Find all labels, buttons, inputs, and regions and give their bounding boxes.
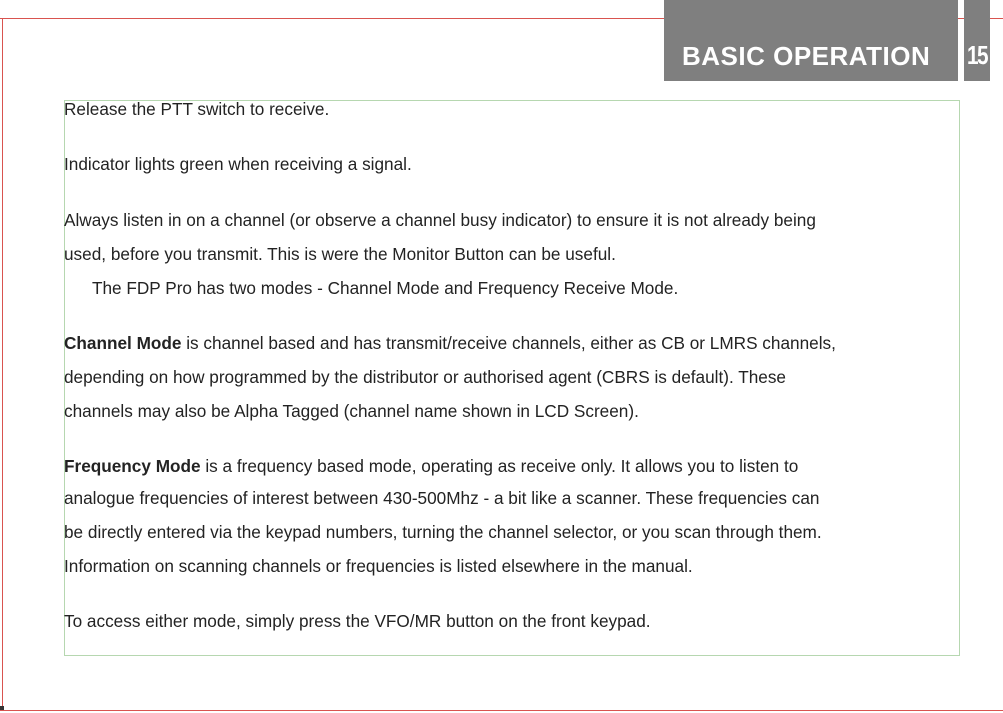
left-border-line <box>2 18 3 710</box>
channel-mode-term: Channel Mode <box>64 333 182 353</box>
paragraph-modes-intro: The FDP Pro has two modes - Channel Mode and Frequency Receive Mode. <box>92 278 679 298</box>
channel-mode-line3: channels may also be Alpha Tagged (channel name shown in LCD Screen). <box>64 401 639 421</box>
section-title: BASIC OPERATION <box>682 41 931 71</box>
frequency-mode-line4: Information on scanning channels or frequencies is listed elsewhere in the manual. <box>64 556 693 576</box>
paragraph-listen-line1: Always listen in on a channel (or observe a channel busy indicator) to ensure it is not already being <box>64 210 816 230</box>
frequency-mode-line2: analogue frequencies of interest between 430-500Mhz - a bit like a scanner. These frequencies can <box>64 488 820 508</box>
channel-mode-line1 <box>64 333 836 353</box>
corner-mark <box>0 706 4 710</box>
paragraph-listen-line2: used, before you transmit. This is were the Monitor Button can be useful. <box>64 244 616 264</box>
paragraph-indicator: Indicator lights green when receiving a signal. <box>64 154 412 174</box>
channel-mode-text1: is channel based and has transmit/receive channels, either as CB or LMRS channels, <box>181 333 836 353</box>
bottom-border-line <box>0 710 1003 711</box>
channel-mode-line2: depending on how programmed by the distributor or authorised agent (CBRS is default). These <box>64 367 786 387</box>
paragraph-access-mode: To access either mode, simply press the VFO/MR button on the front keypad. <box>64 611 651 631</box>
frequency-mode-line3: be directly entered via the keypad numbers, turning the channel selector, or you scan through them. <box>64 522 822 542</box>
frequency-mode-line1 <box>64 456 798 476</box>
frequency-mode-text1: is a frequency based mode, operating as receive only. It allows you to listen to <box>200 456 799 476</box>
paragraph-receive: Release the PTT switch to receive. <box>64 99 330 119</box>
section-header <box>664 0 958 81</box>
page-number: 15 <box>967 40 987 70</box>
frequency-mode-term: Frequency Mode <box>64 456 201 476</box>
page-number-tab <box>964 0 990 81</box>
